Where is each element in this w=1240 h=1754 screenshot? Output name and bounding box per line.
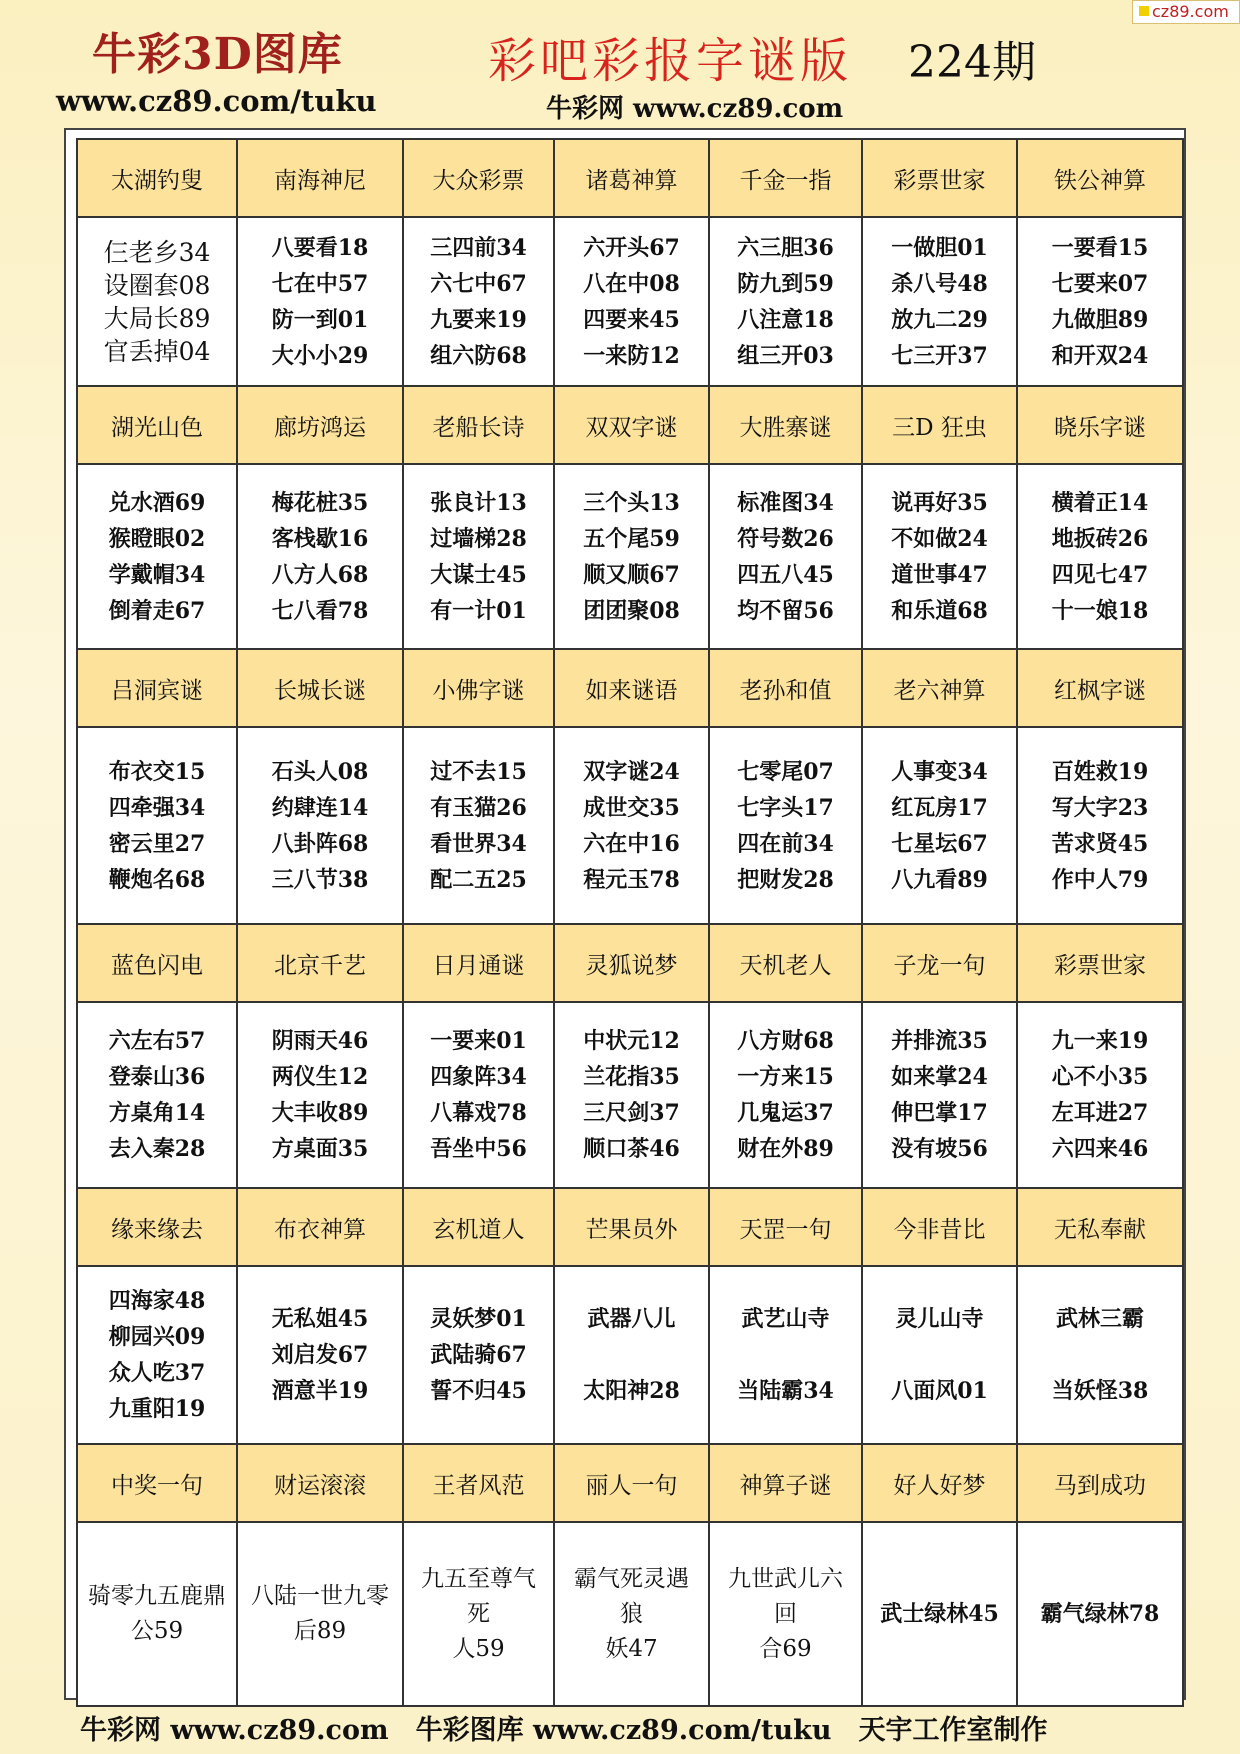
riddle-cell (862, 464, 1017, 649)
riddle-line: 道世事47 (891, 561, 988, 588)
riddle-line: 过不去15 (430, 758, 527, 785)
riddle-cell (709, 1522, 862, 1706)
riddle-line: 官丢掉04 (103, 336, 211, 366)
riddle-line: 柳园兴09 (108, 1324, 206, 1350)
riddle-line: 写大字23 (1051, 794, 1149, 821)
riddle-cell (709, 1002, 862, 1188)
riddle-line: 石头人08 (271, 758, 369, 785)
riddle-line: 大局长89 (103, 303, 211, 333)
riddle-cell (554, 464, 709, 649)
riddle-cell (1017, 727, 1183, 924)
column-source-name: 天罡一句 (709, 1188, 862, 1266)
site-badge[interactable] (1132, 0, 1240, 24)
riddle-line: 八在中08 (583, 270, 680, 297)
riddle-line: 八面风01 (891, 1378, 988, 1404)
badge-text: cz89.com (1152, 2, 1229, 21)
column-source-name: 马到成功 (1017, 1444, 1183, 1522)
riddle-cell (862, 727, 1017, 924)
riddle-line: 众人吃37 (108, 1360, 206, 1386)
riddle-cell (1017, 1002, 1183, 1188)
column-source-name: 小佛字谜 (403, 649, 554, 727)
column-source-name: 如来谜语 (554, 649, 709, 727)
riddle-line: 阴雨天46 (271, 1028, 369, 1054)
column-source-name: 日月通谜 (403, 924, 554, 1002)
riddle-line: 六三胆36 (737, 234, 834, 261)
riddle-line: 四牵强34 (108, 794, 206, 821)
riddle-cell (77, 217, 237, 386)
column-source-name: 彩票世家 (862, 139, 1017, 217)
riddle-line: 当陆霸34 (737, 1378, 834, 1404)
riddle-line: 布衣交15 (108, 758, 206, 785)
riddle-line: 武士绿林45 (880, 1601, 999, 1627)
riddle-cell (403, 1522, 554, 1706)
riddle-line: 和开双24 (1051, 342, 1149, 369)
riddle-line: 客栈歇16 (271, 525, 369, 552)
riddle-line: 武陆骑67 (430, 1342, 527, 1368)
riddle-cell (862, 1522, 1017, 1706)
riddle-line: 不如做24 (891, 525, 988, 552)
riddle-line: 吾坐中56 (430, 1136, 527, 1162)
column-source-name: 子龙一句 (862, 924, 1017, 1002)
column-source-name: 布衣神算 (237, 1188, 403, 1266)
riddle-line: 三八节38 (271, 866, 369, 893)
content-row (77, 1002, 1183, 1188)
riddle-line: 九一来19 (1051, 1028, 1149, 1054)
riddle-line: 财在外89 (737, 1136, 834, 1162)
column-source-name: 缘来缘去 (77, 1188, 237, 1266)
riddle-line: 鞭炮名68 (108, 866, 206, 893)
riddle-line: 七要来07 (1051, 270, 1149, 297)
riddle-line: 六在中16 (583, 830, 680, 857)
riddle-line: 百姓救19 (1051, 758, 1149, 785)
riddle-line: 人59 (452, 1635, 505, 1662)
column-source-name: 老孙和值 (709, 649, 862, 727)
column-source-name: 吕洞宾谜 (77, 649, 237, 727)
riddle-line: 伸巴掌17 (891, 1100, 988, 1126)
riddle-line: 大丰收89 (271, 1100, 369, 1126)
riddle-cell (403, 727, 554, 924)
riddle-line: 八方人68 (271, 561, 369, 588)
column-source-name: 芒果员外 (554, 1188, 709, 1266)
riddle-line: 组三开03 (737, 342, 834, 369)
riddle-line: 密云里27 (108, 830, 206, 857)
badge-square-icon (1139, 6, 1149, 16)
riddle-line: 倒着走67 (108, 597, 206, 624)
column-source-name: 彩票世家 (1017, 924, 1183, 1002)
riddle-line: 九五至尊气死 (421, 1565, 536, 1627)
header-row (77, 139, 1183, 217)
riddle-line: 双字谜24 (583, 758, 680, 785)
column-source-name: 廊坊鸿运 (237, 386, 403, 464)
riddle-line: 方桌角14 (108, 1100, 206, 1126)
column-source-name: 玄机道人 (403, 1188, 554, 1266)
riddle-line: 九世武儿六回 (728, 1565, 843, 1627)
column-source-name: 神算子谜 (709, 1444, 862, 1522)
riddle-line: 武林三霸 (1055, 1306, 1144, 1332)
riddle-line: 配二五25 (430, 866, 527, 893)
riddle-line: 顺又顺67 (583, 561, 680, 588)
riddle-line: 大小小29 (271, 342, 369, 369)
riddle-line: 四五八45 (737, 561, 834, 588)
riddle-line: 组六防68 (430, 342, 527, 369)
riddle-line: 八幕戏78 (430, 1100, 527, 1126)
riddle-cell (862, 1002, 1017, 1188)
riddle-line: 霸气绿林78 (1040, 1601, 1160, 1627)
riddle-line: 横着正14 (1051, 489, 1149, 516)
content-row (77, 1522, 1183, 1706)
riddle-line: 合69 (759, 1635, 812, 1662)
riddle-line: 六左右57 (108, 1028, 206, 1054)
riddle-line: 张良计13 (430, 489, 527, 516)
riddle-line: 灵儿山寺 (895, 1306, 984, 1332)
riddle-line: 团团聚08 (583, 597, 680, 624)
riddle-line: 红瓦房17 (891, 794, 988, 821)
riddle-cell (709, 727, 862, 924)
riddle-line: 太阳神28 (583, 1378, 680, 1404)
column-source-name: 千金一指 (709, 139, 862, 217)
riddle-line: 顺口茶46 (583, 1136, 680, 1162)
riddle-line: 符号数26 (737, 525, 834, 552)
riddle-line: 一要看15 (1051, 234, 1149, 261)
brand-url[interactable]: www.cz89.com/tuku (56, 84, 377, 118)
riddle-line: 妖47 (605, 1635, 658, 1662)
column-source-name: 老船长诗 (403, 386, 554, 464)
riddle-line: 三尺剑37 (583, 1100, 680, 1126)
riddle-line: 看世界34 (430, 830, 527, 857)
riddle-line: 十一娘18 (1051, 597, 1149, 624)
riddle-line: 六七中67 (430, 270, 527, 297)
riddle-line: 八卦阵68 (271, 830, 369, 857)
column-source-name: 灵狐说梦 (554, 924, 709, 1002)
riddle-cell (1017, 464, 1183, 649)
riddle-line: 猴瞪眼02 (108, 525, 206, 552)
column-source-name: 丽人一句 (554, 1444, 709, 1522)
riddle-line: 誓不归45 (430, 1378, 527, 1404)
riddle-cell (709, 464, 862, 649)
header-row (77, 924, 1183, 1002)
riddle-cell (554, 727, 709, 924)
riddle-line: 酒意半19 (271, 1378, 369, 1404)
riddle-line: 九重阳19 (108, 1396, 206, 1422)
content-row (77, 1266, 1183, 1444)
riddle-line: 八九看89 (891, 866, 988, 893)
riddle-line: 仨老乡34 (103, 237, 211, 267)
riddle-line: 一方来15 (737, 1064, 834, 1090)
column-source-name: 诸葛神算 (554, 139, 709, 217)
riddle-cell (237, 1002, 403, 1188)
riddle-line: 八要看18 (271, 234, 369, 261)
riddle-line: 一来防12 (583, 342, 680, 369)
content-row (77, 217, 1183, 386)
riddle-line: 如来掌24 (891, 1064, 988, 1090)
riddle-cell (1017, 1522, 1183, 1706)
riddle-line: 梅花桩35 (271, 489, 369, 516)
riddle-line: 五个尾59 (583, 525, 680, 552)
riddle-line: 四见七47 (1051, 561, 1149, 588)
riddle-cell (554, 1522, 709, 1706)
header-row (77, 1188, 1183, 1266)
riddle-line: 后89 (293, 1618, 347, 1644)
riddle-cell (77, 1266, 237, 1444)
riddle-cell (403, 1002, 554, 1188)
riddle-line: 杀八号48 (891, 270, 988, 297)
riddle-line: 四海家48 (108, 1288, 206, 1314)
column-source-name: 铁公神算 (1017, 139, 1183, 217)
riddle-cell (403, 217, 554, 386)
column-source-name: 红枫字谜 (1017, 649, 1183, 727)
content-row (77, 464, 1183, 649)
column-source-name: 长城长谜 (237, 649, 403, 727)
riddle-line: 登泰山36 (108, 1064, 206, 1090)
header-row (77, 649, 1183, 727)
riddle-line: 约肆连14 (271, 794, 369, 821)
riddle-line: 九要来19 (430, 306, 527, 333)
riddle-line: 中状元12 (583, 1028, 680, 1054)
riddle-line: 两仪生12 (271, 1064, 369, 1090)
riddle-line: 公59 (130, 1618, 184, 1644)
riddle-line: 无私姐45 (271, 1306, 369, 1332)
riddle-line: 和乐道68 (891, 597, 988, 624)
riddle-line: 学戴帽34 (108, 561, 206, 588)
header-row (77, 386, 1183, 464)
riddle-line: 三个头13 (583, 489, 680, 516)
column-source-name: 太湖钓叟 (77, 139, 237, 217)
column-source-name: 天机老人 (709, 924, 862, 1002)
riddle-line: 苦求贤45 (1051, 830, 1149, 857)
riddle-line: 过墙梯28 (430, 525, 527, 552)
riddle-line: 方桌面35 (271, 1136, 369, 1162)
riddle-line: 七零尾07 (737, 758, 834, 785)
riddle-line: 有玉猫26 (430, 794, 527, 821)
riddle-cell (554, 1266, 709, 1444)
riddle-line: 武器八儿 (587, 1306, 676, 1332)
riddle-cell (237, 1522, 403, 1706)
riddle-cell (1017, 217, 1183, 386)
riddle-cell (237, 1266, 403, 1444)
riddle-line: 成世交35 (583, 794, 680, 821)
riddle-line: 灵妖梦01 (430, 1306, 527, 1332)
column-source-name: 晓乐字谜 (1017, 386, 1183, 464)
riddle-line: 九做胆89 (1051, 306, 1149, 333)
column-source-name: 大众彩票 (403, 139, 554, 217)
riddle-cell (77, 1002, 237, 1188)
riddle-line: 四要来45 (583, 306, 680, 333)
riddle-cell (403, 1266, 554, 1444)
riddle-cell (862, 1266, 1017, 1444)
footer-credits: 牛彩网 www.cz89.com 牛彩图库 www.cz89.com/tuku 天宇工作室制作 (80, 1715, 1048, 1746)
riddle-line: 并排流35 (891, 1028, 988, 1054)
riddle-cell (77, 464, 237, 649)
column-source-name: 双双字谜 (554, 386, 709, 464)
riddle-line: 说再好35 (891, 489, 988, 516)
riddle-line: 均不留56 (737, 597, 834, 624)
riddle-line: 四象阵34 (430, 1064, 527, 1090)
riddle-cell (77, 1522, 237, 1706)
riddle-line: 武艺山寺 (741, 1306, 830, 1332)
riddle-line: 几鬼运37 (737, 1100, 834, 1126)
riddle-table (76, 138, 1184, 1707)
column-source-name: 今非昔比 (862, 1188, 1017, 1266)
riddle-line: 八陆一世九零 (251, 1583, 389, 1609)
riddle-line: 防一到01 (271, 306, 369, 333)
riddle-cell (554, 1002, 709, 1188)
column-source-name: 老六神算 (862, 649, 1017, 727)
riddle-line: 把财发28 (737, 866, 834, 893)
riddle-line: 八注意18 (737, 306, 834, 333)
column-source-name: 三D 狂虫 (862, 386, 1017, 464)
column-source-name: 无私奉献 (1017, 1188, 1183, 1266)
header-row (77, 1444, 1183, 1522)
riddle-line: 人事变34 (891, 758, 988, 785)
content-row (77, 727, 1183, 924)
column-source-name: 中奖一句 (77, 1444, 237, 1522)
riddle-line: 设圈套08 (103, 270, 211, 300)
riddle-line: 防九到59 (737, 270, 834, 297)
riddle-cell (237, 464, 403, 649)
riddle-cell (403, 464, 554, 649)
riddle-cell (709, 217, 862, 386)
riddle-line: 程元玉78 (583, 866, 680, 893)
riddle-line: 六开头67 (583, 234, 680, 261)
riddle-line: 八方财68 (737, 1028, 834, 1054)
riddle-cell (237, 217, 403, 386)
riddle-line: 有一计01 (430, 597, 527, 624)
riddle-line: 七星坛67 (891, 830, 988, 857)
page-title: 彩吧彩报字谜版 (488, 33, 853, 89)
riddle-cell (862, 217, 1017, 386)
site-url[interactable]: 牛彩网 www.cz89.com (546, 94, 844, 124)
riddle-cell (554, 217, 709, 386)
riddle-line: 七八看78 (271, 597, 369, 624)
riddle-line: 左耳进27 (1051, 1100, 1149, 1126)
riddle-line: 大谋士45 (430, 561, 527, 588)
riddle-line: 兰花指35 (583, 1064, 680, 1090)
riddle-line: 骑零九五鹿鼎 (88, 1583, 226, 1609)
column-source-name: 北京千艺 (237, 924, 403, 1002)
riddle-line: 地扳砖26 (1051, 525, 1149, 552)
column-source-name: 财运滚滚 (237, 1444, 403, 1522)
riddle-line: 一做胆01 (891, 234, 988, 261)
riddle-cell (1017, 1266, 1183, 1444)
riddle-line: 心不小35 (1051, 1064, 1149, 1090)
column-source-name: 湖光山色 (77, 386, 237, 464)
riddle-line: 七三开37 (891, 342, 988, 369)
riddle-line: 当妖怪38 (1051, 1378, 1149, 1404)
riddle-line: 霸气死灵遇狼 (574, 1565, 689, 1627)
column-source-name: 好人好梦 (862, 1444, 1017, 1522)
column-source-name: 王者风范 (403, 1444, 554, 1522)
riddle-line: 三四前34 (430, 234, 527, 261)
issue-number: 224期 (908, 37, 1036, 88)
riddle-line: 去入秦28 (108, 1136, 206, 1162)
riddle-cell (709, 1266, 862, 1444)
riddle-line: 七字头17 (737, 794, 834, 821)
riddle-line: 作中人79 (1051, 866, 1149, 893)
riddle-line: 六四来46 (1051, 1136, 1149, 1162)
riddle-line: 放九二29 (891, 306, 988, 333)
brand-title: 牛彩3D图库 (92, 29, 343, 80)
riddle-line: 四在前34 (737, 830, 834, 857)
riddle-line: 兑水酒69 (108, 489, 206, 516)
riddle-cell (77, 727, 237, 924)
riddle-cell (237, 727, 403, 924)
riddle-line: 七在中57 (271, 270, 369, 297)
riddle-line: 刘启发67 (271, 1342, 369, 1368)
riddle-line: 没有坡56 (891, 1136, 988, 1162)
riddle-line: 标准图34 (737, 489, 834, 516)
column-source-name: 大胜寨谜 (709, 386, 862, 464)
riddle-line: 一要来01 (430, 1028, 527, 1054)
column-source-name: 南海神尼 (237, 139, 403, 217)
column-source-name: 蓝色闪电 (77, 924, 237, 1002)
